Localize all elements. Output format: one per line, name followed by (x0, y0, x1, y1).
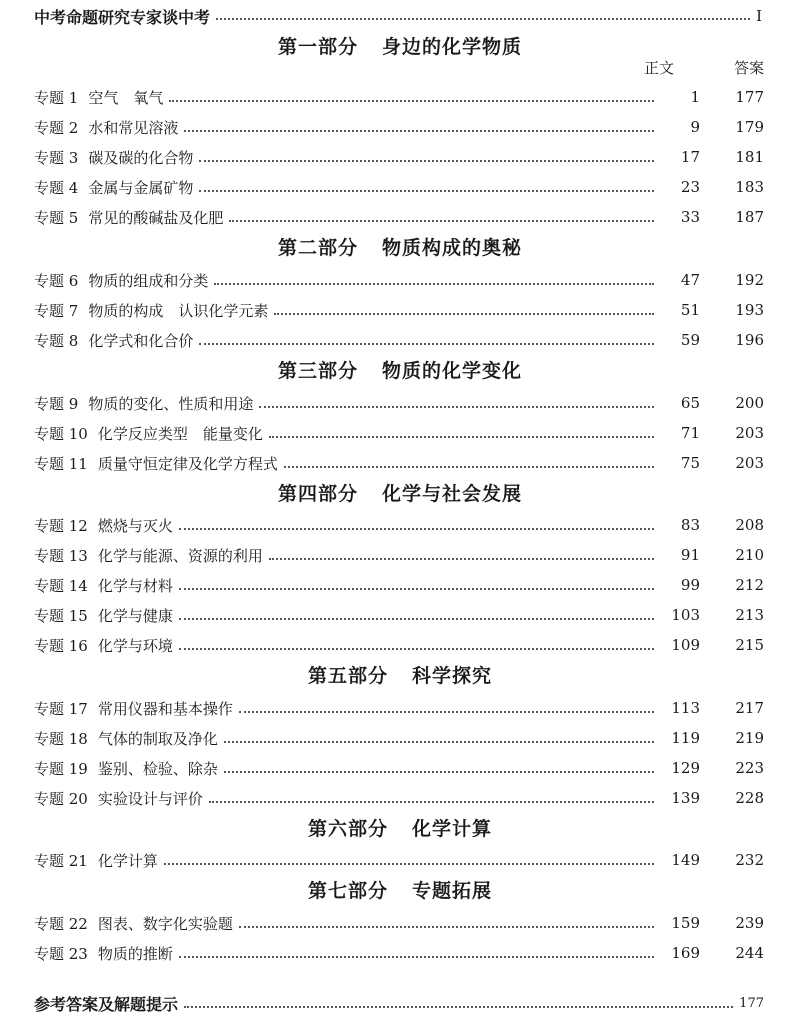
part-label: 第五部分 (307, 665, 388, 687)
toc-entry[interactable] (34, 910, 764, 936)
topic-number: 专题 12 (34, 516, 88, 535)
topic-title: 质量守恒定律及化学方程式 (97, 454, 278, 473)
dot-leader (216, 18, 750, 20)
dot-leader (269, 558, 654, 560)
answer-page: 210 (735, 546, 764, 564)
toc-entry[interactable] (34, 420, 764, 446)
toc-entry[interactable] (34, 297, 764, 323)
dot-leader (269, 436, 654, 438)
part-title (0, 663, 800, 689)
topic-title: 化学与环境 (97, 636, 173, 655)
answer-page: 181 (735, 148, 764, 166)
answer-page: 228 (735, 789, 764, 807)
answer-page: 203 (735, 424, 764, 442)
topic-number: 专题 7 (34, 301, 79, 320)
topic-number: 专题 22 (34, 914, 88, 933)
topic-title: 常用仪器和基本操作 (97, 699, 233, 718)
answer-page: 177 (735, 88, 764, 106)
topic-number: 专题 6 (34, 271, 79, 290)
topic-number: 专题 15 (34, 606, 88, 625)
answer-page: 196 (735, 331, 764, 349)
part-name: 化学与社会发展 (382, 483, 523, 505)
topic-number: 专题 16 (34, 636, 88, 655)
dot-leader (179, 618, 654, 620)
text-page: 113 (671, 699, 700, 717)
header-page-number: I (756, 7, 762, 25)
dot-leader (199, 190, 654, 192)
topic-number: 专题 10 (34, 424, 88, 443)
answer-page: 187 (735, 208, 764, 226)
part-name: 物质构成的奥秘 (382, 237, 523, 259)
toc-entry[interactable] (34, 512, 764, 538)
answer-page: 193 (735, 301, 764, 319)
toc-entry[interactable] (34, 327, 764, 353)
text-page: 59 (680, 331, 700, 349)
topic-number: 专题 19 (34, 759, 88, 778)
answer-page: 183 (735, 178, 764, 196)
topic-number: 专题 23 (34, 944, 88, 963)
text-page: 159 (671, 914, 700, 932)
text-page: 71 (680, 424, 700, 442)
toc-entry[interactable] (34, 390, 764, 416)
text-page: 9 (690, 118, 700, 136)
topic-title: 化学反应类型 能量变化 (97, 424, 263, 443)
dot-leader (199, 343, 654, 345)
text-page: 139 (671, 789, 700, 807)
header-title: 中考命题研究专家谈中考 (34, 7, 211, 27)
dot-leader (284, 466, 654, 468)
dot-leader (229, 220, 654, 222)
toc-entry[interactable] (34, 144, 764, 170)
part-title (0, 481, 800, 507)
dot-leader (169, 100, 654, 102)
toc-entry[interactable] (34, 847, 764, 873)
part-name: 身边的化学物质 (382, 36, 523, 58)
text-page: 91 (680, 546, 700, 564)
dot-leader (239, 926, 654, 928)
column-headers (644, 58, 764, 78)
answer-page: 192 (735, 271, 764, 289)
dot-leader (209, 801, 654, 803)
text-page: 51 (680, 301, 700, 319)
dot-leader (259, 406, 654, 408)
dot-leader (224, 741, 654, 743)
toc-entry[interactable] (34, 84, 764, 110)
dot-leader (179, 648, 654, 650)
text-page: 65 (680, 394, 700, 412)
topic-title: 化学与材料 (97, 576, 173, 595)
dot-leader (179, 528, 654, 530)
answer-page: 213 (735, 606, 764, 624)
answer-page: 208 (735, 516, 764, 534)
column-header-text: 正文 (644, 59, 675, 77)
topic-title: 水和常见溶液 (88, 118, 179, 137)
topic-number: 专题 11 (34, 454, 88, 473)
topic-title: 燃烧与灭火 (97, 516, 173, 535)
topic-title: 图表、数字化实验题 (97, 914, 233, 933)
topic-number: 专题 14 (34, 576, 88, 595)
answer-page: 203 (735, 454, 764, 472)
text-page: 75 (680, 454, 700, 472)
topic-number: 专题 8 (34, 331, 79, 350)
toc-entry[interactable] (34, 542, 764, 568)
dot-leader (164, 863, 654, 865)
topic-number: 专题 18 (34, 729, 88, 748)
toc-entry[interactable] (34, 267, 764, 293)
dot-leader (179, 956, 654, 958)
topic-title: 常见的酸碱盐及化肥 (88, 208, 224, 227)
part-label: 第七部分 (307, 880, 388, 902)
text-page: 83 (680, 516, 700, 534)
column-header-answer: 答案 (733, 59, 764, 77)
dot-leader (179, 588, 654, 590)
topic-title: 碳及碳的化合物 (88, 148, 194, 167)
answers-page: 177 (739, 995, 764, 1011)
part-title (0, 34, 800, 60)
answer-page: 219 (735, 729, 764, 747)
answer-page: 200 (735, 394, 764, 412)
answers-label: 参考答案及解题提示 (34, 994, 179, 1014)
text-page: 17 (680, 148, 700, 166)
topic-number: 专题 4 (34, 178, 79, 197)
dot-leader (224, 771, 654, 773)
topic-number: 专题 21 (34, 851, 88, 870)
toc-entry[interactable] (34, 632, 764, 658)
part-label: 第一部分 (277, 36, 358, 58)
answers-entry[interactable] (34, 990, 764, 1016)
toc-entry[interactable] (34, 572, 764, 598)
toc-entry[interactable] (34, 114, 764, 140)
text-page: 109 (671, 636, 700, 654)
topic-number: 专题 17 (34, 699, 88, 718)
part-name: 科学探究 (412, 665, 493, 687)
topic-title: 物质的变化、性质和用途 (88, 394, 254, 413)
part-title (0, 878, 800, 904)
part-name: 专题拓展 (412, 880, 493, 902)
topic-number: 专题 9 (34, 394, 79, 413)
dot-leader (239, 711, 654, 713)
part-name: 物质的化学变化 (382, 360, 523, 382)
part-label: 第四部分 (277, 483, 358, 505)
answer-page: 223 (735, 759, 764, 777)
topic-title: 金属与金属矿物 (88, 178, 194, 197)
topic-title: 化学计算 (97, 851, 158, 870)
topic-number: 专题 3 (34, 148, 79, 167)
answer-page: 212 (735, 576, 764, 594)
toc-entry[interactable] (34, 174, 764, 200)
topic-number: 专题 1 (34, 88, 79, 107)
text-page: 33 (680, 208, 700, 226)
dot-leader (274, 313, 654, 315)
toc-entry[interactable] (34, 695, 764, 721)
topic-title: 物质的组成和分类 (88, 271, 209, 290)
dot-leader (214, 283, 654, 285)
topic-number: 专题 2 (34, 118, 79, 137)
toc-entry[interactable] (34, 204, 764, 230)
topic-title: 化学与健康 (97, 606, 173, 625)
toc-header-line (34, 4, 762, 28)
part-label: 第三部分 (277, 360, 358, 382)
answer-page: 232 (735, 851, 764, 869)
part-label: 第二部分 (277, 237, 358, 259)
topic-title: 物质的构成 认识化学元素 (88, 301, 269, 320)
dot-leader (184, 1006, 733, 1008)
part-title (0, 816, 800, 842)
answer-page: 239 (735, 914, 764, 932)
topic-title: 气体的制取及净化 (97, 729, 218, 748)
topic-number: 专题 5 (34, 208, 79, 227)
text-page: 47 (680, 271, 700, 289)
text-page: 99 (680, 576, 700, 594)
toc-entry[interactable] (34, 450, 764, 476)
topic-title: 化学式和化合价 (88, 331, 194, 350)
toc-entry[interactable] (34, 602, 764, 628)
dot-leader (199, 160, 654, 162)
text-page: 119 (671, 729, 700, 747)
text-page: 103 (671, 606, 700, 624)
topic-number: 专题 13 (34, 546, 88, 565)
topic-title: 化学与能源、资源的利用 (97, 546, 263, 565)
part-label: 第六部分 (307, 818, 388, 840)
part-title (0, 358, 800, 384)
answer-page: 215 (735, 636, 764, 654)
answer-page: 244 (735, 944, 764, 962)
topic-title: 空气 氧气 (88, 88, 164, 107)
topic-title: 鉴别、检验、除杂 (97, 759, 218, 778)
topic-number: 专题 20 (34, 789, 88, 808)
text-page: 129 (671, 759, 700, 777)
topic-title: 实验设计与评价 (97, 789, 203, 808)
part-name: 化学计算 (412, 818, 493, 840)
text-page: 23 (680, 178, 700, 196)
answer-page: 217 (735, 699, 764, 717)
topic-title: 物质的推断 (97, 944, 173, 963)
toc-entry[interactable] (34, 755, 764, 781)
text-page: 169 (671, 944, 700, 962)
dot-leader (184, 130, 654, 132)
toc-entry[interactable] (34, 785, 764, 811)
toc-entry[interactable] (34, 725, 764, 751)
answer-page: 179 (735, 118, 764, 136)
toc-entry[interactable] (34, 940, 764, 966)
text-page: 1 (690, 88, 700, 106)
text-page: 149 (671, 851, 700, 869)
part-title (0, 235, 800, 261)
